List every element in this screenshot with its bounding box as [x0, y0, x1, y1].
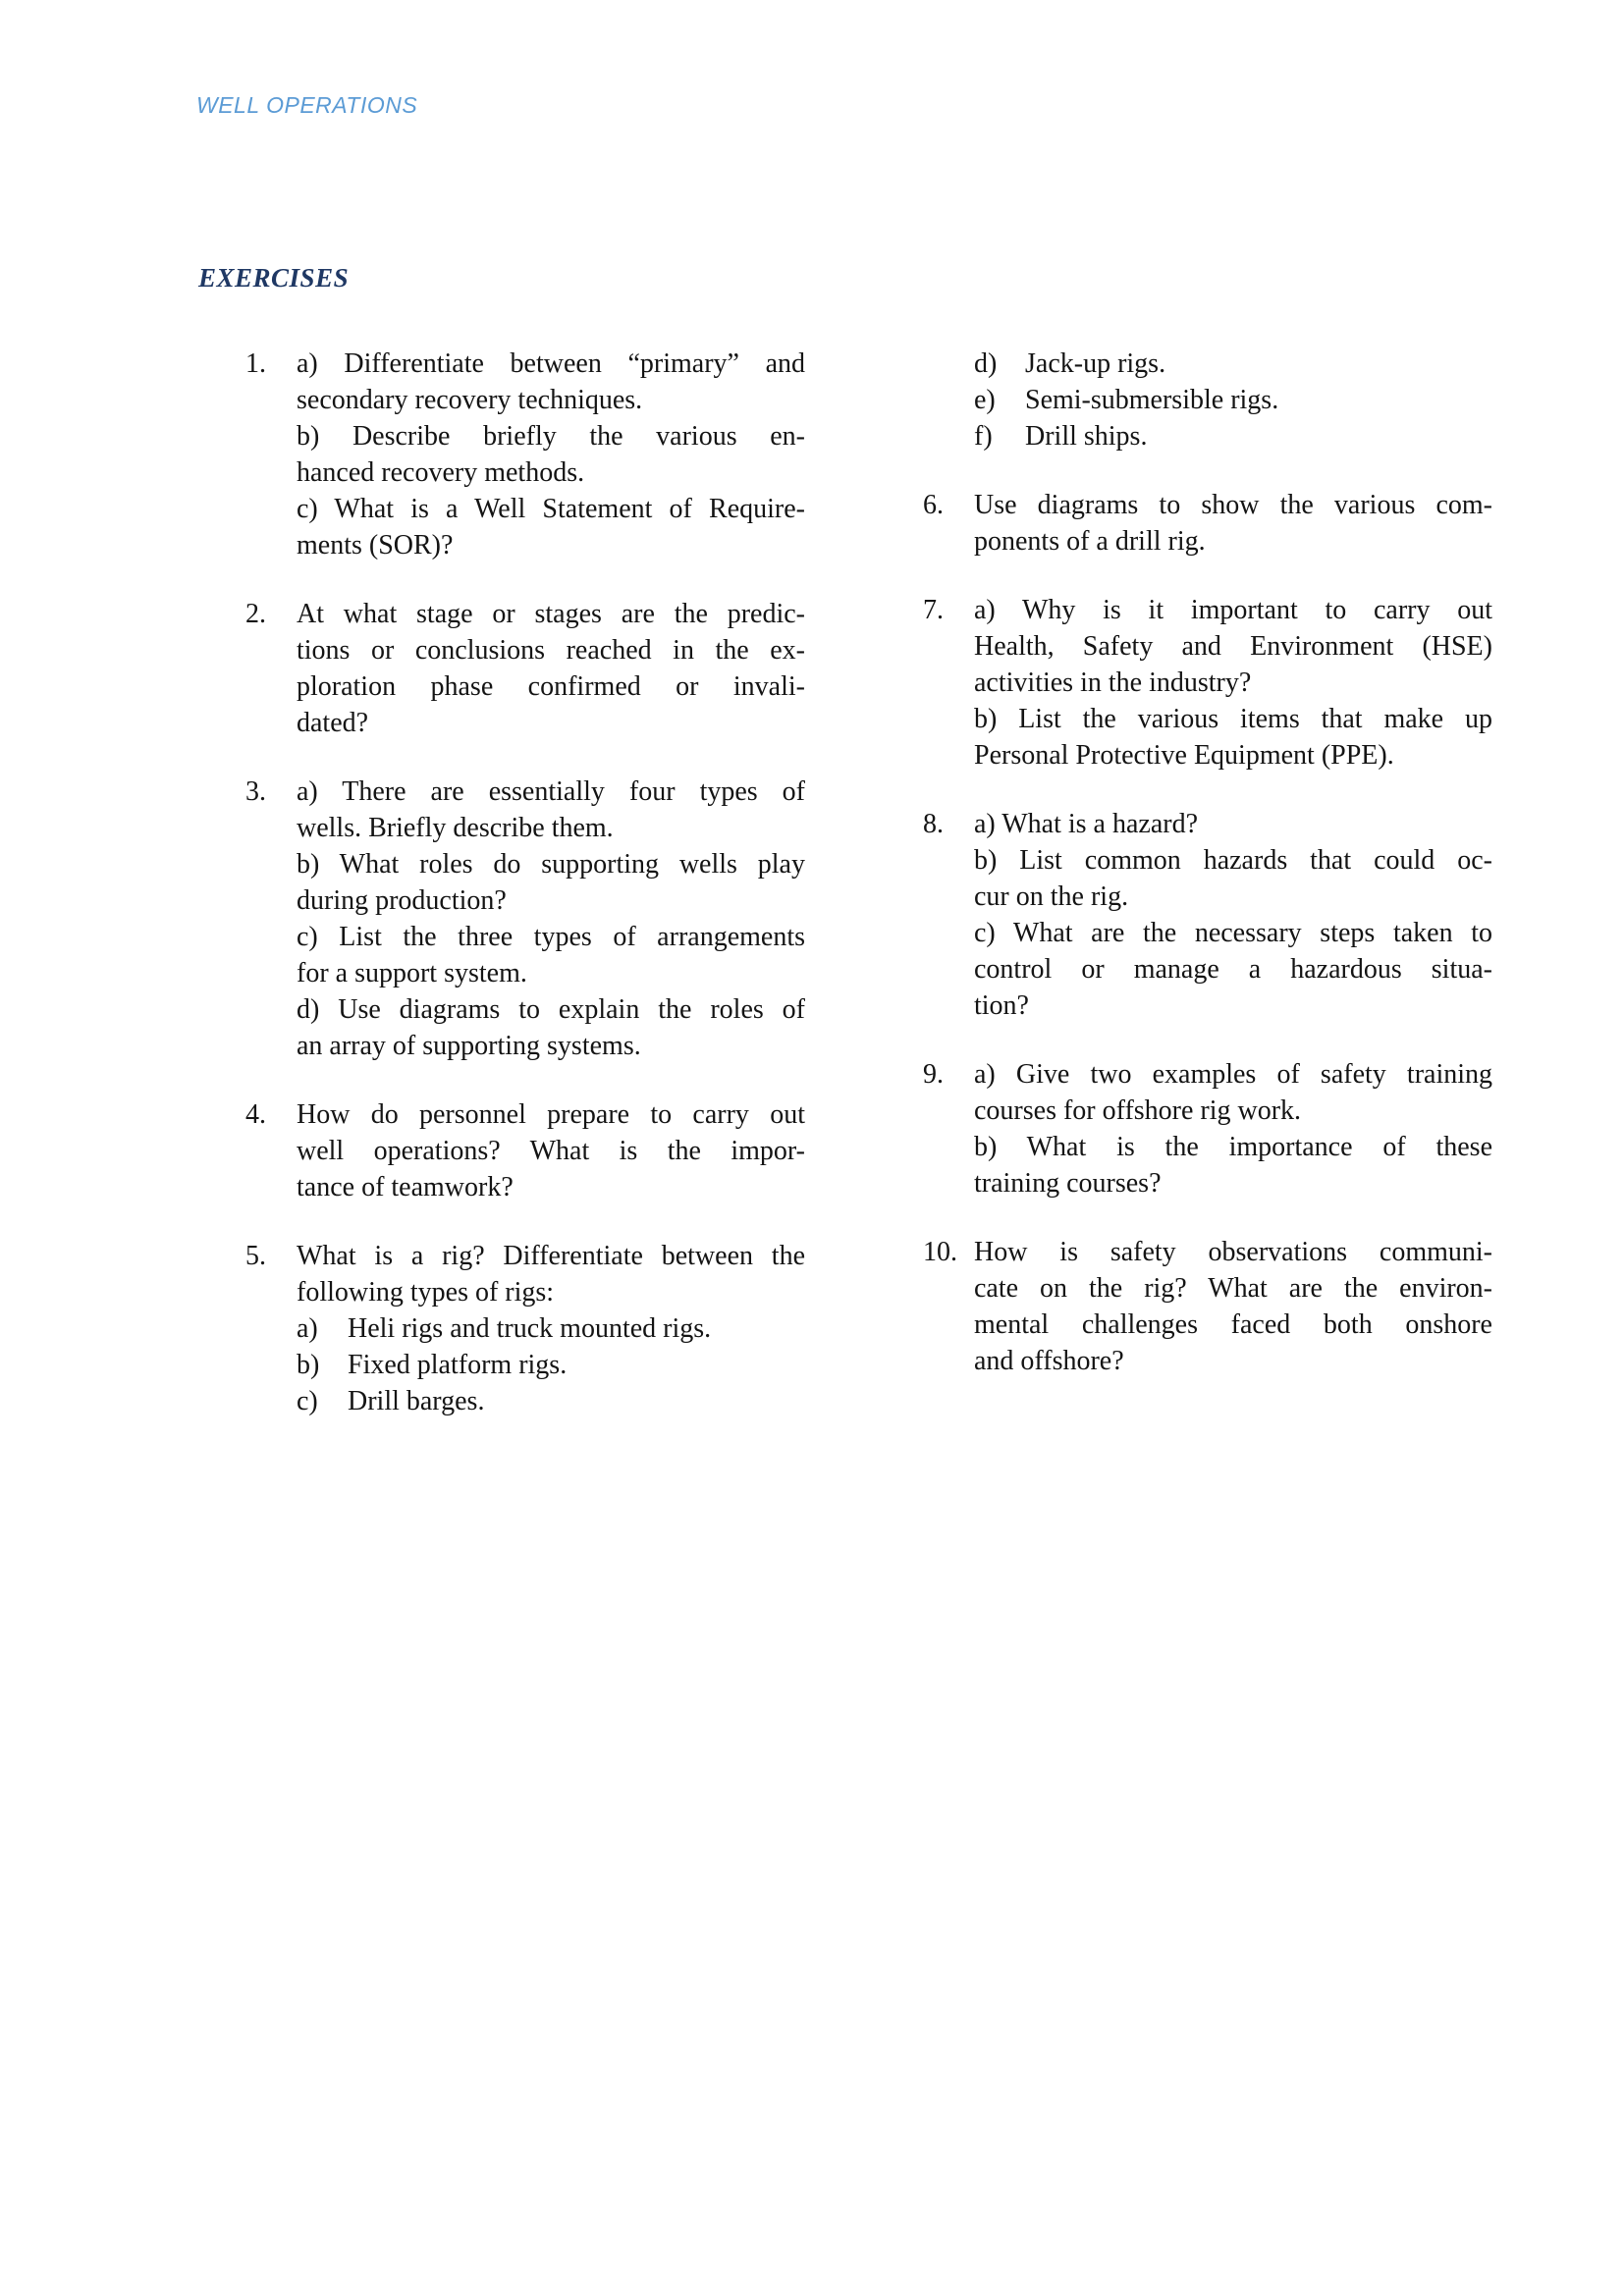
question-body — [297, 346, 805, 563]
subitem-label: f) — [974, 421, 993, 452]
question — [923, 1056, 1492, 1201]
running-header: WELL OPERATIONS — [196, 92, 418, 118]
question-line: an array of supporting systems. — [297, 1031, 641, 1061]
right-column — [923, 346, 1492, 1452]
question-number: 3. — [245, 776, 266, 807]
section-heading: EXERCISES — [198, 263, 350, 293]
question — [245, 596, 805, 741]
question-subitem — [297, 1310, 805, 1347]
question-line: c) What is a Well Statement of Require- — [297, 494, 805, 524]
question-line: b) What is the importance of these — [974, 1132, 1492, 1162]
question-body — [974, 1234, 1492, 1379]
question-subitem — [297, 1347, 805, 1383]
question-number: 5. — [245, 1241, 266, 1271]
two-column-layout — [245, 346, 1492, 1452]
question-line: b) What roles do supporting wells play — [297, 849, 805, 880]
question-line: b) Describe briefly the various en- — [297, 421, 805, 452]
question-line: mental challenges faced both onshore — [974, 1309, 1492, 1340]
question-number: 2. — [245, 599, 266, 629]
question-line: and offshore? — [974, 1346, 1124, 1376]
subitem-label: e) — [974, 385, 996, 415]
question-number: 7. — [923, 595, 944, 625]
question — [245, 1096, 805, 1205]
question-body — [297, 1096, 805, 1205]
question-line: a) There are essentially four types of — [297, 776, 805, 807]
question-line: Use diagrams to show the various com- — [974, 490, 1492, 520]
question-body — [974, 592, 1492, 774]
question-line: c) What are the necessary steps taken to — [974, 918, 1492, 948]
question-line: following types of rigs: — [297, 1277, 555, 1308]
question-line: b) List common hazards that could oc- — [974, 845, 1492, 876]
question-subitem — [297, 1383, 805, 1419]
question-line: How is safety observations communi- — [974, 1237, 1492, 1267]
question-line: Personal Protective Equipment (PPE). — [974, 740, 1394, 771]
subitem-text: Fixed platform rigs. — [348, 1350, 568, 1380]
question — [923, 487, 1492, 560]
question — [923, 592, 1492, 774]
question — [245, 1238, 805, 1419]
question-number: 9. — [923, 1059, 944, 1090]
question — [245, 774, 805, 1064]
question-line: during production? — [297, 885, 507, 916]
question-line: Health, Safety and Environment (HSE) — [974, 631, 1492, 662]
question-number: 8. — [923, 809, 944, 839]
question-line: secondary recovery techniques. — [297, 385, 643, 415]
question-line: ments (SOR)? — [297, 530, 454, 561]
question-line: d) Use diagrams to explain the roles of — [297, 994, 805, 1025]
question-number: 6. — [923, 490, 944, 520]
subitem-label: d) — [974, 348, 998, 379]
question-body — [297, 596, 805, 741]
question-line: for a support system. — [297, 958, 527, 988]
question-line: ploration phase confirmed or invali- — [297, 671, 805, 702]
question-body — [297, 774, 805, 1064]
question — [923, 346, 1492, 454]
question-line: hanced recovery methods. — [297, 457, 585, 488]
subitem-label: c) — [297, 1386, 318, 1416]
question-number — [923, 346, 974, 454]
question-line: a) What is a hazard? — [974, 809, 1199, 839]
question-line: What is a rig? Differentiate between the — [297, 1241, 805, 1271]
question-line: dated? — [297, 708, 369, 738]
question-line: b) List the various items that make up — [974, 704, 1492, 734]
question-body — [297, 1238, 805, 1419]
subitem-text: Heli rigs and truck mounted rigs. — [348, 1313, 712, 1344]
subitem-text: Drill barges. — [348, 1386, 485, 1416]
subitem-label: a) — [297, 1313, 318, 1344]
question-line: tions or conclusions reached in the ex- — [297, 635, 805, 666]
question-subitem — [974, 418, 1492, 454]
question-line: courses for offshore rig work. — [974, 1095, 1302, 1126]
question-line: a) Differentiate between “primary” and — [297, 348, 805, 379]
question-line: activities in the industry? — [974, 667, 1252, 698]
question-line: c) List the three types of arrangements — [297, 922, 805, 952]
question-line: wells. Briefly describe them. — [297, 813, 614, 843]
question-subitem — [974, 346, 1492, 382]
question-line: cur on the rig. — [974, 881, 1129, 912]
question-subitem — [974, 382, 1492, 418]
question-line: ponents of a drill rig. — [974, 526, 1206, 557]
question-line: tance of teamwork? — [297, 1172, 514, 1202]
question-number: 1. — [245, 348, 266, 379]
question-line: cate on the rig? What are the environ- — [974, 1273, 1492, 1304]
question-number: 10. — [923, 1237, 957, 1267]
question-body — [974, 806, 1492, 1024]
subitem-text: Semi-submersible rigs. — [1025, 385, 1279, 415]
left-column — [245, 346, 805, 1452]
question-body — [974, 487, 1492, 560]
question — [245, 346, 805, 563]
question-line: training courses? — [974, 1168, 1162, 1199]
question-line: well operations? What is the impor- — [297, 1136, 805, 1166]
question-line: a) Why is it important to carry out — [974, 595, 1492, 625]
question-body — [974, 346, 1492, 454]
question-line: tion? — [974, 990, 1029, 1021]
question-line: control or manage a hazardous situa- — [974, 954, 1492, 985]
question-line: At what stage or stages are the predic- — [297, 599, 805, 629]
question — [923, 806, 1492, 1024]
question-line: a) Give two examples of safety training — [974, 1059, 1492, 1090]
subitem-text: Drill ships. — [1025, 421, 1148, 452]
question-number: 4. — [245, 1099, 266, 1130]
question-body — [974, 1056, 1492, 1201]
question-line: How do personnel prepare to carry out — [297, 1099, 805, 1130]
subitem-text: Jack-up rigs. — [1025, 348, 1166, 379]
subitem-label: b) — [297, 1350, 320, 1380]
question — [923, 1234, 1492, 1379]
